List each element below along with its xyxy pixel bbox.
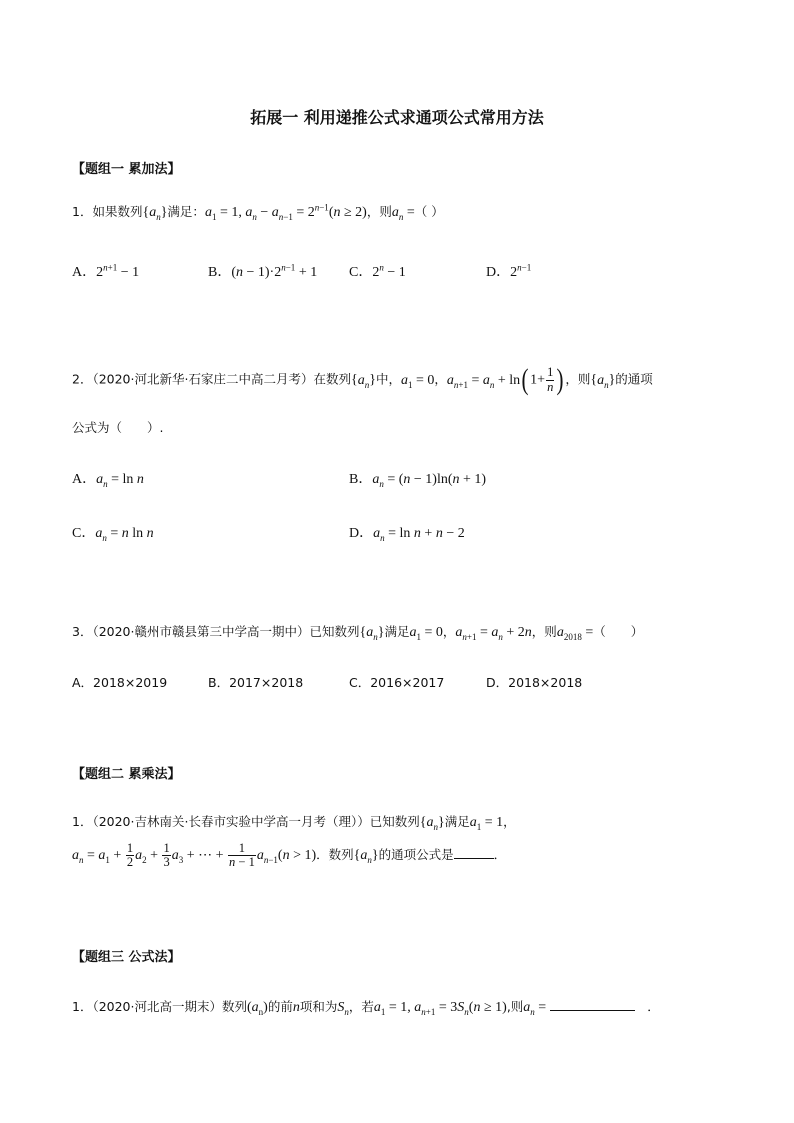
group3-question-1: 1．（2020·河北高一期末）数列$(a_n)$的前n项和为$S_n$，若$a_1 = 1$, $a_{n+1} = 3S_n(n \ge 1)$,则$a_n$ = ．: [72, 999, 660, 1017]
group1-q1-option-c: C．$2^n - 1$: [349, 262, 406, 280]
group1-q3-option-c: C．2016×2017: [349, 675, 445, 690]
group1-q2-option-a: A．$a_n = \ln n$: [72, 472, 144, 489]
answer-blank[interactable]: [454, 857, 494, 859]
group1-q1-option-a: A．$2^{n+1} - 1$: [72, 262, 140, 280]
group1-q3-option-a: A．2018×2019: [72, 675, 168, 690]
group2-question-1-line2: $a_n = a_1$ + $\frac{1}{2}$ $a_2$ + $\frac{1}{3}$ $a_3$ + ⋯ + $\frac{1}{n - 1}$ $a_{n-1}(n > 1)$．数列$\{a_n\}$的通项公式是 ．: [72, 841, 507, 870]
section-heading-group3: 【题组三 公式法】: [72, 950, 181, 965]
group1-q1-option-b: B．$(n - 1)\cdot 2^{n-1} + 1$: [208, 262, 318, 280]
group1-q3-option-b: B．2017×2018: [208, 675, 304, 690]
group2-question-1: 1．（2020·吉林南关·长春市实验中学高一月考（理））已知数列$\{a_n\}$满足$a_1 = 1$，: [72, 814, 516, 832]
group1-q3-option-d: D．2018×2018: [486, 675, 583, 690]
section-heading-group1: 【题组一 累加法】: [72, 162, 181, 177]
group1-question-2-line2: 公式为（ ）.: [72, 420, 164, 435]
group1-question-2: 2．（2020·河北新华·石家庄二中高二月考）在数列$\{a_n\}$中，$a_1 = 0$，$a_{n+1} = a_n + \ln$( 1+ $\frac{1}{n}$ ) ，则$\{a_n\}$的通项: [72, 363, 653, 396]
group1-q1-option-d: D．$2^{n-1}$: [486, 262, 532, 280]
group1-q2-option-c: C．$a_n = n$ ln n: [72, 526, 154, 543]
answer-blank[interactable]: [550, 1009, 635, 1011]
section-heading-group2: 【题组二 累乘法】: [72, 767, 181, 782]
group1-question-3: 3．（2020·赣州市赣县第三中学高一期中）已知数列$\{a_n\}$满足$a_1 = 0$，$a_{n+1} = a_n + 2n$，则$a_{2018}$ =（ ）: [72, 624, 644, 642]
group1-question-1: 1．如果数列$\{a_n\}$满足：$a_1 = 1$, $a_n - a_{n-1} = 2^{n-1}(n \ge 2)$，则$a_n$ =（ ）: [72, 202, 444, 222]
page-title: 拓展一 利用递推公式求通项公式常用方法: [250, 108, 544, 127]
group1-q2-option-b: B．$a_n = (n - 1)\ln(n + 1)$: [349, 472, 487, 489]
group1-q2-option-d: D．$a_n = \ln n + n - 2$: [349, 526, 465, 543]
